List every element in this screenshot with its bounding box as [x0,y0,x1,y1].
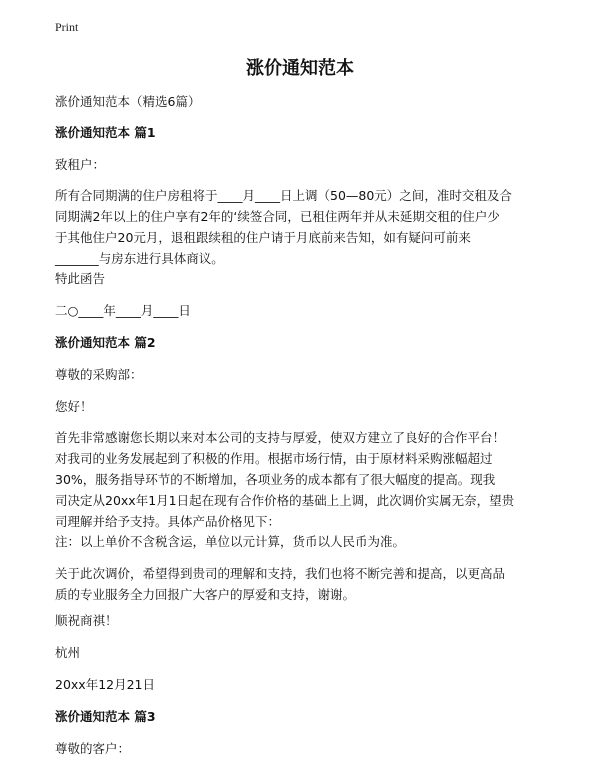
section-2-body-line: 30%，服务指导环节的不断增加，各项业务的成本都有了很大幅度的提高。现我 [55,472,496,487]
section-2-body-line: 对我司的业务发展起到了积极的作用。根据市场行情，由于原材料采购涨幅超过 [55,451,493,466]
subtitle: 涨价通知范本（精选6篇） [55,94,201,109]
section-1-body [55,185,555,269]
print-link[interactable]: Print [55,20,79,34]
section-1-salutation: 致租户： [55,157,106,172]
section-2-heading: 涨价通知范本 篇2 [55,335,156,350]
section-1-body-line: 同期满2年以上的住户享有2年的‘续签合同，已租住两年并从未延期交租的住户少 [55,209,500,224]
section-1-date: 二○____年____月____日 [55,303,191,318]
page-title: 涨价通知范本 [246,58,354,79]
section-2-body [55,427,555,532]
section-2-closing [55,563,555,605]
section-2-body-line: 首先非常感谢您长期以来对本公司的支持与厚爱，使双方建立了良好的合作平台！ [55,430,506,445]
section-2-city: 杭州 [55,645,81,660]
section-2-note: 注：以上单价不含税含运，单位以元计算，货币以人民币为准。 [55,534,406,549]
section-2-wish: 顺祝商祺！ [55,613,118,628]
section-3-salutation: 尊敬的客户： [55,741,131,756]
section-2-body-line: 司决定从20xx年1月1日起在现有合作价格的基础上上调，此次调价实属无奈，望贵 [55,493,515,508]
section-2-closing-line: 质的专业服务全力回报广大客户的厚爱和支持，谢谢。 [55,587,356,602]
section-1-body-line: _______与房东进行具体商议。 [55,251,224,266]
section-1-body-line: 于其他住户20元月，退租跟续租的住户请于月底前来告知，如有疑问可前来 [55,230,471,245]
section-2-greeting: 您好！ [55,399,93,414]
section-3-heading: 涨价通知范本 篇3 [55,709,156,724]
section-1-closing: 特此函告 [55,271,106,286]
section-2-salutation: 尊敬的采购部： [55,367,143,382]
section-2-date: 20xx年12月21日 [55,677,156,692]
section-1-body-line: 所有合同期满的住户房租将于____月____日上调（50—80元）之间，准时交租及合 [55,188,512,203]
section-2-body-line: 司理解并给予支持。具体产品价格见下： [55,514,281,529]
section-2-closing-line: 关于此次调价，希望得到贵司的理解和支持，我们也将不断完善和提高，以更高品 [55,566,506,581]
section-1-heading: 涨价通知范本 篇1 [55,125,156,140]
